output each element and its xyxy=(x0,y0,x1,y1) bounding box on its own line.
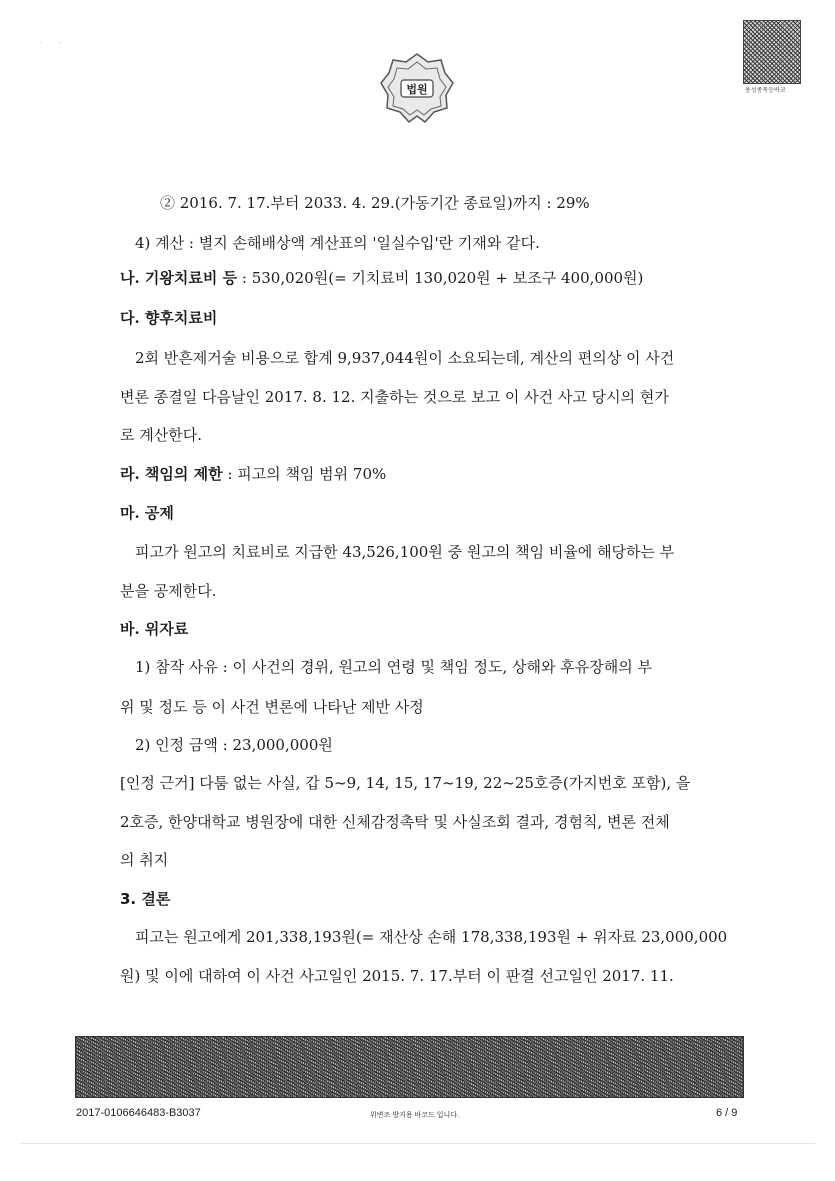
text-line xyxy=(120,268,643,288)
section-heading: 마. 공제 xyxy=(120,504,174,522)
text-line: 위 및 정도 등 이 사건 변론에 나타난 제반 사정 xyxy=(120,698,424,716)
text-line: 1) 참작 사유 : 이 사건의 경위, 원고의 연령 및 책임 정도, 상해와 후유장해의 부 xyxy=(135,658,652,676)
text-line: ② 2016. 7. 17.부터 2033. 4. 29.(가동기간 종료일)까지 : 29% xyxy=(160,194,590,212)
barcode-note: 위변조 방지용 바코드 입니다. xyxy=(370,1112,459,1119)
text-line: [인정 근거] 다툼 없는 사실, 갑 5~9, 14, 15, 17~19, 22~25호증(가지번호 포함), 을 xyxy=(120,774,691,792)
divider xyxy=(20,1143,815,1144)
qr-label: 용성종목등바코 xyxy=(745,87,786,94)
section-heading: 다. 향후치료비 xyxy=(120,309,218,327)
section-label: 라. 책임의 제한 xyxy=(120,465,223,483)
text-line: 피고가 원고의 치료비로 지급한 43,526,100원 중 원고의 책임 비율에 해당하는 부 xyxy=(135,543,675,561)
page-number: 6 / 9 xyxy=(716,1107,738,1119)
section-text: : 피고의 책임 범위 70% xyxy=(222,465,387,483)
text-line: 2회 반흔제거술 비용으로 합계 9,937,044원이 소요되는데, 계산의 편의상 이 사건 xyxy=(135,349,675,367)
court-emblem-icon xyxy=(379,52,455,124)
text-line: 로 계산한다. xyxy=(120,426,202,444)
conclusion-heading: 3. 결론 xyxy=(120,890,171,908)
document-id: 2017-0106646483-B3037 xyxy=(76,1107,201,1119)
emblem-text: 법원 xyxy=(406,83,428,96)
section-heading: 바. 위자료 xyxy=(120,620,189,638)
text-line: 4) 계산 : 별지 손해배상액 계산표의 '일실수입'란 기재와 같다. xyxy=(135,234,540,252)
section-text: : 530,020원(= 기치료비 130,020원 + 보조구 400,000원) xyxy=(237,269,644,287)
qr-code xyxy=(743,20,801,84)
text-line xyxy=(120,464,386,484)
section-label: 나. 기왕치료비 등 xyxy=(120,269,238,287)
text-line: 원) 및 이에 대하여 이 사건 사고일인 2015. 7. 17.부터 이 판결 선고일인 2017. 11. xyxy=(120,967,674,985)
text-line: 2호증, 한양대학교 병원장에 대한 신체감정촉탁 및 사실조회 결과, 경험칙, 변론 전체 xyxy=(120,813,670,831)
text-line: 의 취지 xyxy=(120,851,169,869)
text-line: 피고는 원고에게 201,338,193원(= 재산상 손해 178,338,193원 + 위자료 23,000,000 xyxy=(135,928,728,946)
text-line: 변론 종결일 다음날인 2017. 8. 12. 지출하는 것으로 보고 이 사건 사고 당시의 현가 xyxy=(120,388,669,406)
scan-specks: · · xyxy=(40,40,61,47)
text-line: 분을 공제한다. xyxy=(120,582,217,600)
text-line: 2) 인정 금액 : 23,000,000원 xyxy=(135,736,333,754)
anti-forgery-barcode xyxy=(75,1036,744,1098)
